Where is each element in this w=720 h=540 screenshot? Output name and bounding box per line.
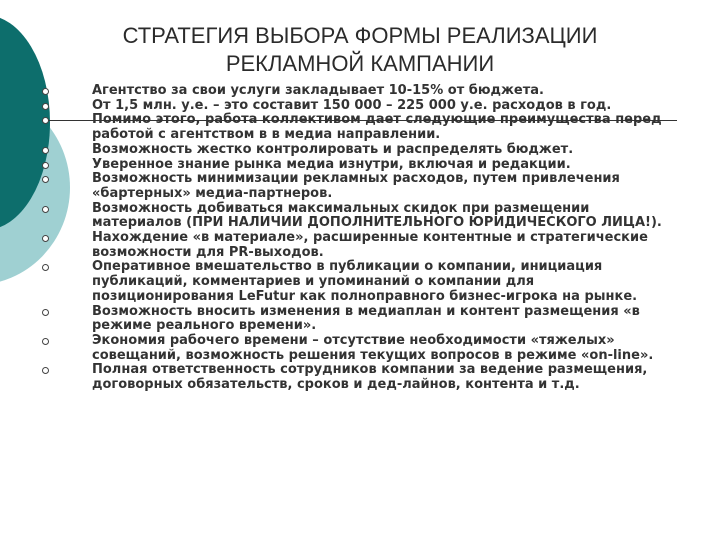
bullet-item bbox=[0, 363, 672, 392]
bullet-circle-icon bbox=[42, 147, 49, 154]
bullet-text: Агентство за свои услуги закладывает 10-15% от бюджета. bbox=[92, 83, 544, 98]
bullet-text: Полная ответственность сотрудников компании за ведение размещения, договорных обязательств, сроков и дед-лайнов, контента и т.д. bbox=[92, 362, 648, 393]
bullet-circle-icon bbox=[42, 117, 49, 124]
bullet-text: Помимо этого, работа коллективом дает следующие преимущества перед работой с агентством в в медиа направлении. bbox=[92, 112, 662, 143]
bullet-text: Уверенное знание рынка медиа изнутри, включая и редакции. bbox=[92, 156, 571, 172]
bullet-text: Возможность жестко контролировать и распределять бюджет. bbox=[92, 141, 574, 157]
bullet-circle-icon bbox=[42, 309, 49, 316]
bullet-text: Экономия рабочего времени – отсутствие необходимости «тяжелых» совещаний, возможность решения текущих вопросов в режиме «on-line». bbox=[92, 332, 654, 363]
bullet-circle-icon bbox=[42, 103, 49, 110]
bullet-text: Возможность добиваться максимальных скидок при размещении материалов (ПРИ НАЛИЧИИ ДОПОЛНИТЕЛЬНОГО ЮРИДИЧЕСКОГО ЛИЦА!). bbox=[92, 200, 662, 231]
bullet-item bbox=[0, 231, 672, 260]
bullet-circle-icon bbox=[42, 176, 49, 183]
bullet-item bbox=[0, 84, 672, 99]
bullet-item bbox=[0, 143, 672, 158]
bullet-text: От 1,5 млн. у.е. – это составит 150 000 – 225 000 у.е. расходов в год. bbox=[92, 97, 612, 113]
bullet-text: Возможность минимизации рекламных расходов, путем привлечения «бартерных» медиа-партнеров. bbox=[92, 171, 620, 201]
bullet-circle-icon bbox=[42, 88, 49, 95]
bullet-item bbox=[0, 99, 672, 114]
bullet-item bbox=[0, 158, 672, 173]
slide-title bbox=[90, 22, 630, 78]
bullet-circle-icon bbox=[42, 338, 49, 345]
bullet-text: Нахождение «в материале», расширенные контентные и стратегические возможности для PR-выходов. bbox=[92, 230, 648, 260]
bullet-item bbox=[0, 334, 672, 363]
bullet-item bbox=[0, 305, 672, 334]
bullet-circle-icon bbox=[42, 235, 49, 242]
bullet-item bbox=[0, 202, 672, 231]
slide-title-line-1: СТРАТЕГИЯ ВЫБОРА ФОРМЫ РЕАЛИЗАЦИИ bbox=[122, 23, 598, 48]
bullet-circle-icon bbox=[42, 264, 49, 271]
bullet-circle-icon bbox=[42, 367, 49, 374]
bullet-text: Оперативное вмешательство в публикации о компании, инициация публикаций, комментариев и упоминаний о компании для позиционирования LeFutur как полноправного бизнес-игрока на рынке. bbox=[92, 259, 638, 304]
bullet-text: Возможность вносить изменения в медиаплан и контент размещения «в режиме реального времени». bbox=[92, 303, 640, 334]
bullet-list bbox=[0, 84, 720, 393]
bullet-circle-icon bbox=[42, 206, 49, 213]
slide-title-line-2: РЕКЛАМНОЙ КАМПАНИИ bbox=[225, 51, 495, 76]
bullet-item bbox=[0, 113, 672, 142]
bullet-circle-icon bbox=[42, 162, 49, 169]
bullet-item bbox=[0, 260, 672, 304]
bullet-item bbox=[0, 172, 672, 201]
